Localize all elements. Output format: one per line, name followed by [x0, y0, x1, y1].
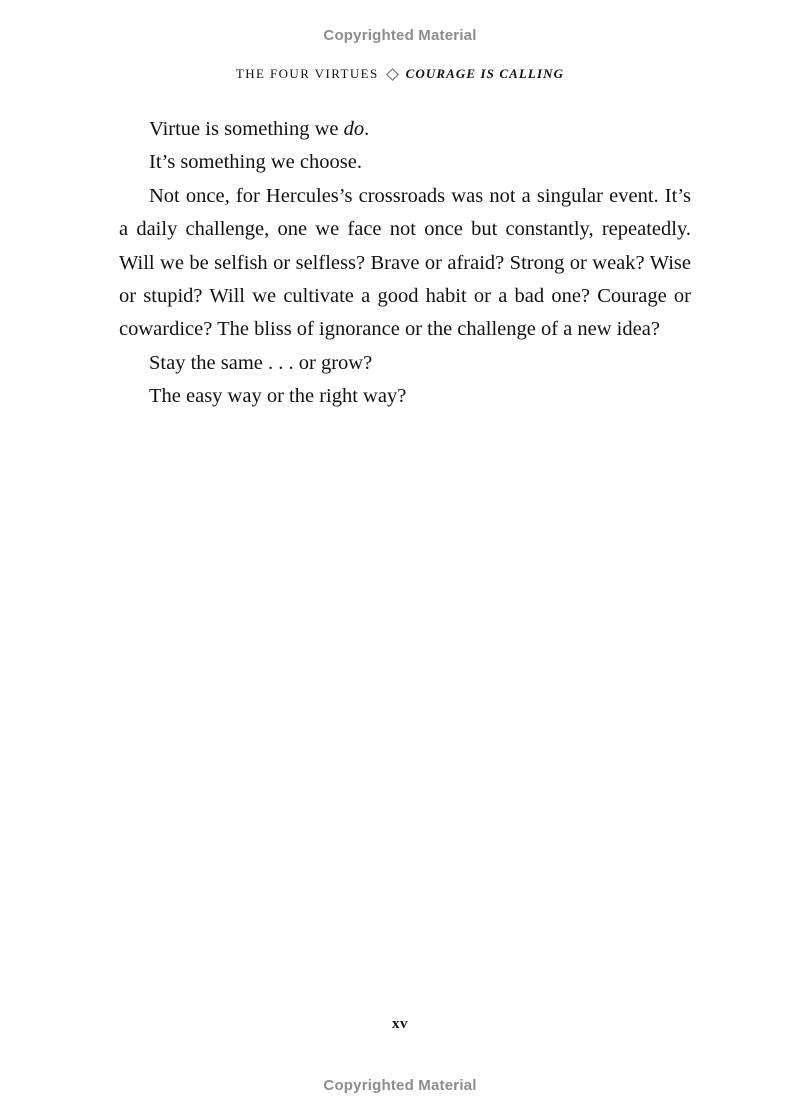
paragraph: Not once, for Hercules’s crossroads was not a singular event. It’s a daily challenge, one we face not once but constantly, repeatedly. Will we be selfish or selfless? Brave or afraid? Strong or weak? Wise or stupid? Will we cultivate a good habit or a bad one? Courage or cowardice? The bliss of ignorance or the challenge of a new idea?: [119, 184, 691, 341]
paragraph: It’s something we choose.: [149, 151, 362, 174]
emphasis-text: do: [343, 118, 365, 140]
paragraph-text: Virtue is something we: [149, 118, 344, 140]
paragraph: Stay the same . . . or grow?: [149, 351, 373, 374]
body-text: [119, 113, 691, 414]
book-title: THE FOUR VIRTUES: [235, 66, 379, 81]
copyright-watermark-bottom: Copyrighted Material: [323, 1077, 477, 1094]
paragraph: [119, 113, 691, 146]
paragraph-end: .: [364, 118, 370, 140]
running-head: [0, 66, 800, 82]
diamond-icon: [386, 68, 399, 81]
page-number: xv: [392, 1016, 408, 1032]
copyright-watermark-top: Copyrighted Material: [323, 27, 477, 44]
chapter-title: COURAGE IS CALLING: [405, 66, 565, 81]
paragraph: The easy way or the right way?: [149, 385, 407, 408]
